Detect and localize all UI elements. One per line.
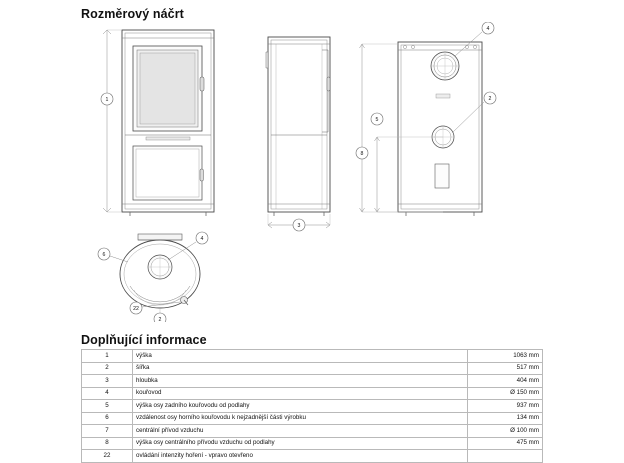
row-description: centrální přívod vzduchu [133,425,468,438]
row-description: vzdálenost osy horního kouřovodu k nejzadnější části výrobku [133,412,468,425]
row-value: Ø 100 mm [468,425,543,438]
row-description: výška osy zadního kouřovodu od podlahy [133,400,468,413]
row-value: 475 mm [468,437,543,450]
row-value: Ø 150 mm [468,387,543,400]
row-value: 1063 mm [468,350,543,363]
row-value: 937 mm [468,400,543,413]
table-row [82,362,543,375]
row-value: 134 mm [468,412,543,425]
row-number: 7 [82,425,133,438]
row-number: 8 [82,437,133,450]
row-number: 22 [82,450,133,463]
row-description: kouřovod [133,387,468,400]
callout-top-knob: 22 [133,306,139,312]
side-view [266,37,330,231]
table-row [82,425,543,438]
table-row [82,412,543,425]
row-value: 517 mm [468,362,543,375]
top-view [98,232,208,322]
callout-side-depth: 3 [297,223,301,229]
row-description: výška osy centrálního přívodu vzduchu od podlahy [133,437,468,450]
front-view [101,30,214,216]
row-description: šířka [133,362,468,375]
table-row [82,400,543,413]
additional-info-table [81,349,543,463]
callout-back-left-dim: 8 [360,151,364,157]
callout-back-flue: 4 [486,26,490,32]
table-row [82,387,543,400]
table-row [82,375,543,388]
row-number: 1 [82,350,133,363]
callout-top-left: 6 [102,252,106,258]
row-number: 6 [82,412,133,425]
table-row [82,450,543,463]
callout-back-rear-axis: 2 [488,96,492,102]
row-value: 404 mm [468,375,543,388]
row-value [468,450,543,463]
technical-drawings [80,22,550,322]
table-row [82,437,543,450]
row-description: ovládání intenzity hoření - vpravo otevřeno [133,450,468,463]
row-number: 2 [82,362,133,375]
table-row [82,350,543,363]
row-description: výška [133,350,468,363]
page-title-drawing: Rozměrový náčrt [81,7,184,21]
drawings-svg [80,22,550,322]
callout-top-right: 4 [200,236,204,242]
row-number: 4 [82,387,133,400]
page-title-info: Doplňující informace [81,333,207,347]
row-description: hloubka [133,375,468,388]
row-number: 5 [82,400,133,413]
callout-back-center-air: 5 [375,117,379,123]
callout-top-bottom-center: 2 [158,317,162,322]
callout-front-height: 1 [105,97,109,103]
row-number: 3 [82,375,133,388]
